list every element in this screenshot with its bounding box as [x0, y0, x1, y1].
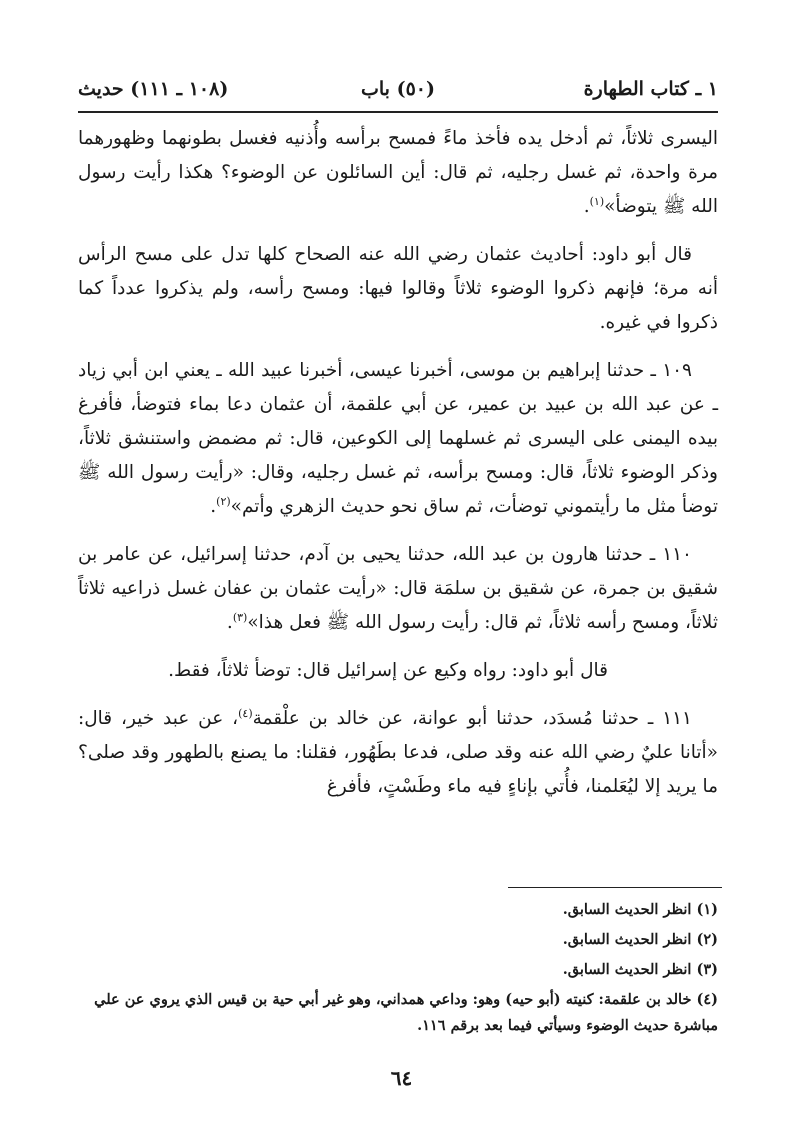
paragraph-hadith-109: ١٠٩ ـ حدثنا إبراهيم بن موسى، أخبرنا عيسى، أخبرنا عبيد الله ـ يعني ابن أبي زياد ـ عن عبد الله بن عبيد بن عمير، عن أبي علقمة، أن عثمان دعا بماء فتوضأ، فأفرغ بيده اليمنى على اليسرى ثم غسلهما إلى الكوعين، قال: ثم مضمض واستنشق ثلاثاً، وذكر الوضوء ثلاثاً، قال: ومسح برأسه، ثم غسل رجليه، وقال: «رأيت رسول الله ﷺ توضأ مثل ما رأيتموني توضأت، ثم ساق نحو حديث الزهري وأتم»$^{(٢)}$. [78, 360, 718, 517]
footnote-ref: (٢) [216, 494, 231, 508]
footnote-3: (٣) انظر الحديث السابق. [562, 961, 718, 978]
footnotes [78, 897, 718, 1043]
footnote-2: (٢) انظر الحديث السابق. [562, 931, 718, 948]
footnote-rule [508, 887, 722, 888]
paragraph-hadith-111: ١١١ ـ حدثنا مُسدَد، حدثنا أبو عوانة، عن خالد بن علْقمة$^{(٤)}$، عن عبد خير، قال: «أتانا عليٌ رضي الله عنه وقد صلى، فدعا بطَهُور، فقلنا: ما يصنع بالطهور وقد صلى؟ ما يريد إلا ليُعَلمنا، فأُتي بإناءٍ فيه ماء وطَسْتٍ، فأفرغ [78, 706, 718, 797]
header-rule [78, 111, 718, 113]
paragraph-hadith-110: ١١٠ ـ حدثنا هارون بن عبد الله، حدثنا يحيى بن آدم، حدثنا إسرائيل، عن عامر بن شقيق بن جمرة، عن شقيق بن سلمَة قال: «رأيت عثمان بن عفان غسل ذراعيه ثلاثاً ثلاثاً، ومسح رأسه ثلاثاً، ثم قال: رأيت رسول الله ﷺ فعل هذا»$^{(٣)}$. [78, 544, 718, 633]
header-chapter: (٥٠) باب [361, 78, 435, 100]
main-text [78, 122, 718, 818]
paragraph-2: قال أبو داود: أحاديث عثمان رضي الله عنه الصحاح كلها تدل على مسح الرأس أنه مرة؛ فإنهم ذكروا الوضوء ثلاثاً وقالوا فيها: ومسح رأسه، ولم يذكروا عدداً كما ذكروا في غيره. [78, 244, 718, 333]
paragraph-1: اليسرى ثلاثاً، ثم أدخل يده فأخذ ماءً فمسح برأسه وأُذنيه فغسل بطونهما وظهورهما مرة واحدة، ثم غسل رجليه، ثم قال: أين السائلون عن الوضوء؟ هكذا رأيت رسول الله ﷺ يتوضأ»$^{(١)}$. [78, 128, 718, 217]
footnote-4: (٤) خالد بن علقمة: كنيته (أبو حيه) وهو: وداعي همداني، وهو غير أبي حية بن قيس الذي يروي عن علي مباشرة حديث الوضوء وسيأتي فيما بعد برقم ١١٦. [94, 991, 718, 1034]
header-book-title: ١ ـ كتاب الطهارة [583, 78, 718, 100]
running-header [78, 74, 718, 110]
page-number: ٦٤ [390, 1066, 413, 1090]
footnote-ref: (١) [589, 194, 605, 208]
paragraph-abu-dawud-note: قال أبو داود: رواه وكيع عن إسرائيل قال: توضأ ثلاثاً، فقط. [168, 660, 608, 681]
footnote-ref: (٤) [238, 706, 253, 720]
footnote-1: (١) انظر الحديث السابق. [562, 901, 718, 918]
footnote-ref: (٣) [232, 610, 248, 624]
header-hadith-range: (١٠٨ ـ ١١١) حديث [78, 78, 229, 100]
